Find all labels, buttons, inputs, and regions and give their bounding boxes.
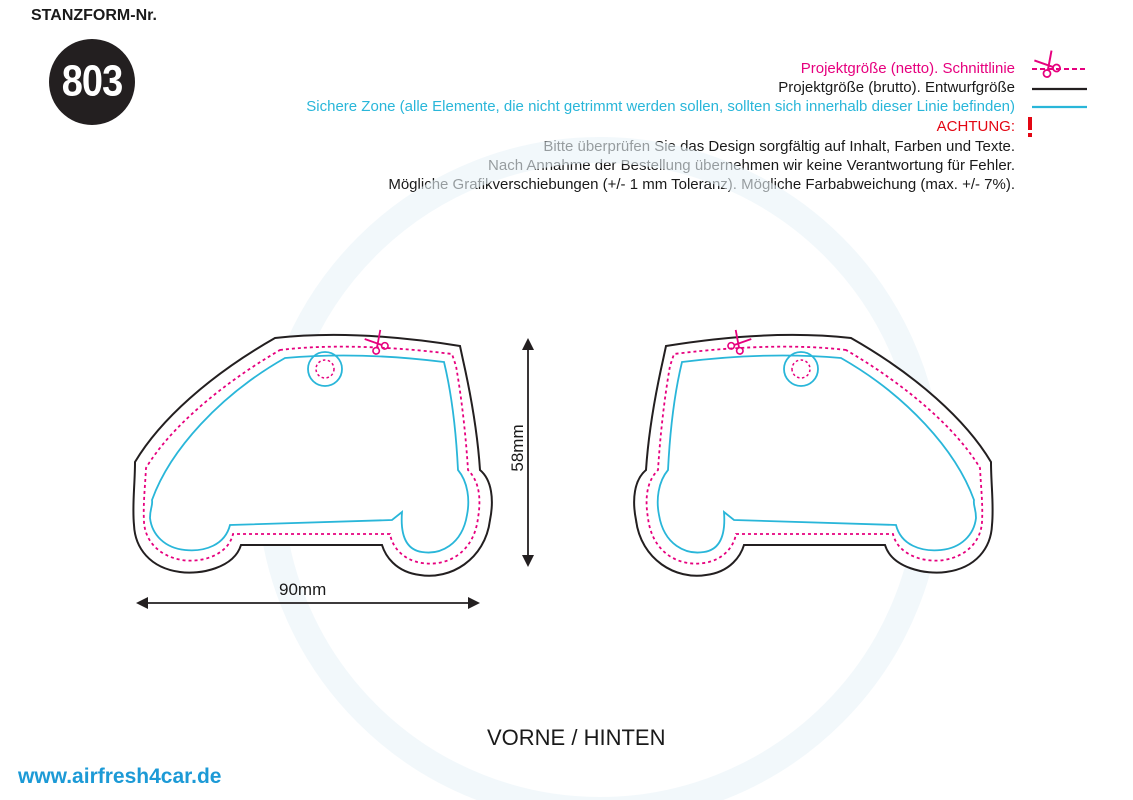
back-die-shape <box>634 330 993 576</box>
note-tolerance: Mögliche Grafikverschiebungen (+/- 1 mm Toleranz). Mögliche Farbabweichung (max. +/- 7%). <box>388 176 1015 193</box>
height-dimension-label: 58mm <box>508 424 527 472</box>
legend-cut-line-label: Projektgröße (netto). Schnittlinie <box>800 60 1015 77</box>
legend-design-size-label: Projektgröße (brutto). Entwurfgröße <box>778 79 1015 96</box>
note-check-design: Bitte überprüfen Sie das Design sorgfältig auf Inhalt, Farben und Texte. <box>543 138 1015 155</box>
width-dimension-label: 90mm <box>279 580 327 599</box>
stanzform-title: STANZFORM-Nr. <box>31 7 157 24</box>
exclamation-icon <box>1028 117 1032 137</box>
front-die-shape <box>133 330 492 576</box>
form-number: 803 <box>61 57 123 106</box>
legend-safe-zone-label: Sichere Zone (alle Elemente, die nicht getrimmt werden sollen, sollten sich innerhalb dieser Linie befinden) <box>306 98 1015 115</box>
note-no-responsibility: Nach Annahme der Bestellung übernehmen wir keine Verantwortung für Fehler. <box>488 157 1015 174</box>
website-link[interactable]: www.airfresh4car.de <box>18 765 222 788</box>
front-back-caption: VORNE / HINTEN <box>487 725 666 750</box>
legend-attention-label: ACHTUNG: <box>936 118 1015 135</box>
legend-cut-swatch <box>1032 51 1087 79</box>
scissors-icon <box>1034 51 1062 79</box>
